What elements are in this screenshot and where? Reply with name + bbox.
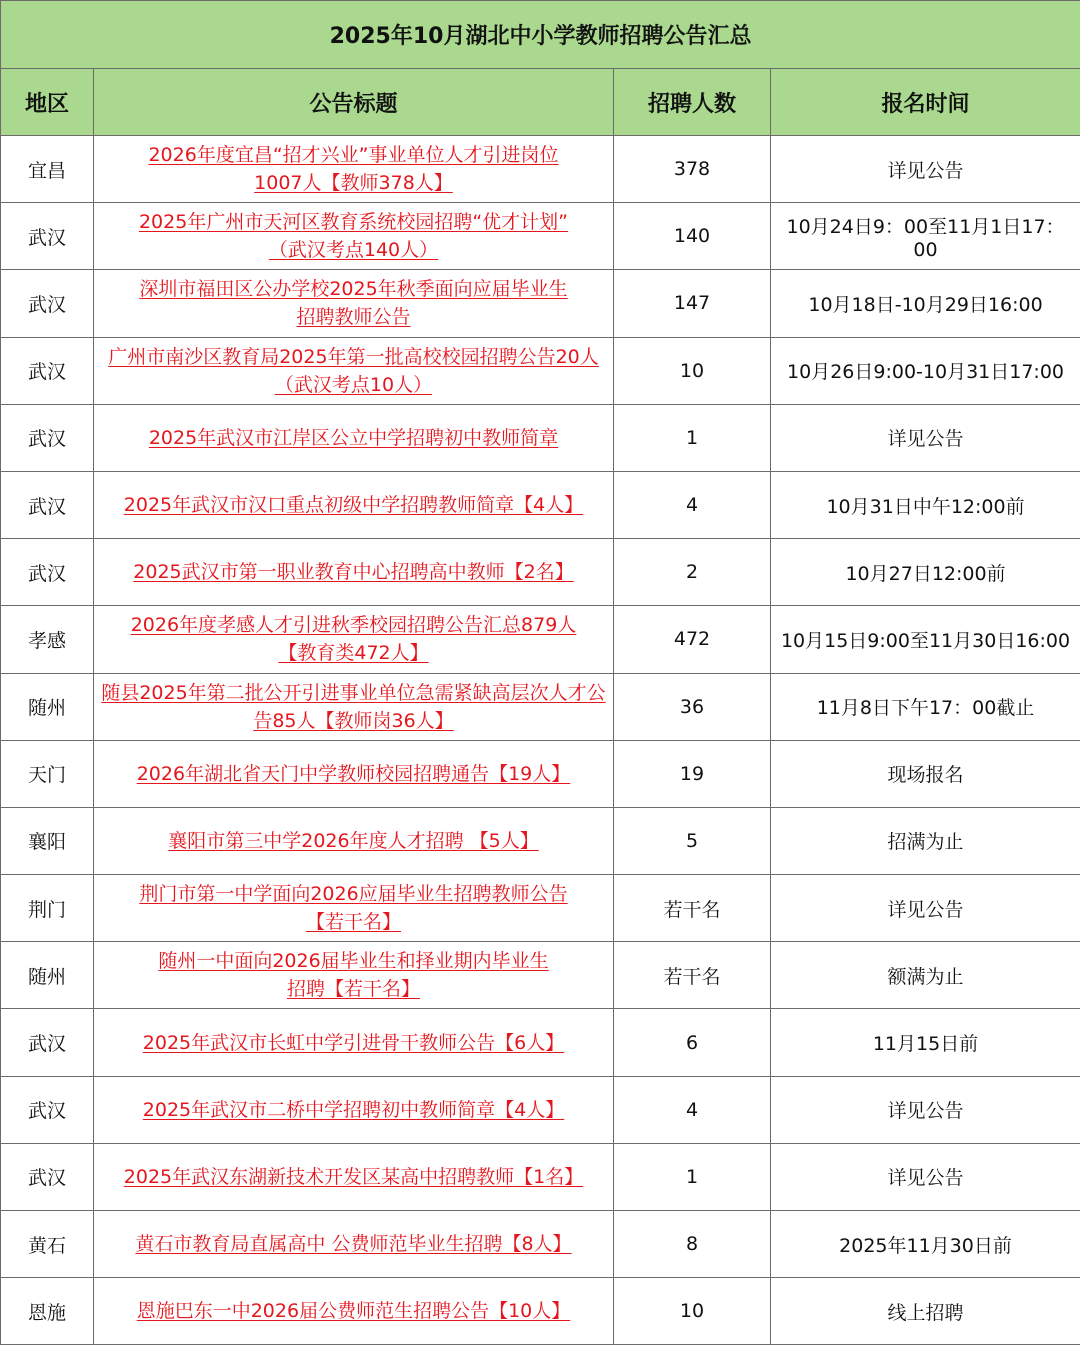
region-cell: 天门 bbox=[1, 740, 94, 807]
announcement-title-line1: 2026年湖北省天门中学教师校园招聘通告【19人】 bbox=[136, 762, 571, 785]
announcement-title-cell bbox=[94, 1278, 614, 1345]
region-cell: 武汉 bbox=[1, 539, 94, 606]
announcement-link[interactable] bbox=[137, 760, 571, 788]
time-cell: 10月15日9:00至11月30日16:00 bbox=[771, 606, 1080, 673]
announcement-title-cell bbox=[94, 875, 614, 942]
announcement-link[interactable] bbox=[133, 558, 573, 586]
time-cell: 10月18日-10月29日16:00 bbox=[771, 270, 1080, 337]
header-region: 地区 bbox=[1, 69, 94, 136]
table-row bbox=[1, 203, 1080, 270]
header-count: 招聘人数 bbox=[614, 69, 771, 136]
count-cell: 8 bbox=[614, 1211, 771, 1278]
time-cell: 招满为止 bbox=[771, 807, 1080, 874]
region-cell: 武汉 bbox=[1, 471, 94, 538]
announcement-link[interactable] bbox=[143, 1029, 564, 1057]
table-row bbox=[1, 337, 1080, 404]
table-row bbox=[1, 1009, 1080, 1076]
announcement-title-line1: 2026年度宜昌“招才兴业”事业单位人才引进岗位 bbox=[148, 144, 559, 167]
table-row bbox=[1, 807, 1080, 874]
announcement-link[interactable] bbox=[139, 208, 568, 264]
table-row bbox=[1, 673, 1080, 740]
region-cell: 武汉 bbox=[1, 337, 94, 404]
announcement-title-line1: 2025年广州市天河区教育系统校园招聘“优才计划” bbox=[138, 211, 569, 234]
table-row bbox=[1, 740, 1080, 807]
announcement-title-line1: 荆门市第一中学面向2026应届毕业生招聘教师公告 bbox=[139, 883, 568, 906]
announcement-title-line2: （武汉考点140人） bbox=[268, 239, 439, 262]
table-row bbox=[1, 136, 1080, 203]
count-cell: 378 bbox=[614, 136, 771, 203]
announcement-link[interactable] bbox=[108, 343, 599, 399]
announcement-title-line1: 2025年武汉东湖新技术开发区某高中招聘教师【1名】 bbox=[123, 1165, 584, 1188]
announcement-link[interactable] bbox=[139, 275, 567, 331]
count-cell: 1 bbox=[614, 404, 771, 471]
time-cell: 现场报名 bbox=[771, 740, 1080, 807]
count-cell: 2 bbox=[614, 539, 771, 606]
time-cell: 10月24日9：00至11月1日17：00 bbox=[771, 203, 1080, 270]
announcement-title-line2: 招聘教师公告 bbox=[296, 306, 411, 329]
time-cell: 详见公告 bbox=[771, 875, 1080, 942]
table-title: 2025年10月湖北中小学教师招聘公告汇总 bbox=[1, 1, 1080, 69]
announcement-link[interactable] bbox=[139, 880, 567, 936]
announcement-title-cell bbox=[94, 337, 614, 404]
announcement-link[interactable] bbox=[143, 1096, 564, 1124]
table-row bbox=[1, 606, 1080, 673]
announcement-link[interactable] bbox=[149, 424, 558, 452]
announcement-title-cell bbox=[94, 1009, 614, 1076]
announcement-title-line1: 2025年武汉市二桥中学招聘初中教师简章【4人】 bbox=[142, 1098, 565, 1121]
region-cell: 武汉 bbox=[1, 404, 94, 471]
announcement-title-line1: 深圳市福田区公办学校2025年秋季面向应届毕业生 bbox=[139, 278, 568, 301]
announcement-title-cell bbox=[94, 471, 614, 538]
region-cell: 孝感 bbox=[1, 606, 94, 673]
announcement-title-cell bbox=[94, 673, 614, 740]
time-cell: 详见公告 bbox=[771, 1143, 1080, 1210]
announcement-title-cell bbox=[94, 807, 614, 874]
count-cell: 10 bbox=[614, 337, 771, 404]
region-cell: 武汉 bbox=[1, 270, 94, 337]
region-cell: 武汉 bbox=[1, 1009, 94, 1076]
announcement-link[interactable] bbox=[168, 827, 538, 855]
count-cell: 5 bbox=[614, 807, 771, 874]
time-cell: 11月8日下午17：00截止 bbox=[771, 673, 1080, 740]
region-cell: 宜昌 bbox=[1, 136, 94, 203]
table-row bbox=[1, 1143, 1080, 1210]
announcement-title-cell bbox=[94, 1143, 614, 1210]
time-cell: 11月15日前 bbox=[771, 1009, 1080, 1076]
table-row bbox=[1, 404, 1080, 471]
announcement-title-line1: 黄石市教育局直属高中 公费师范毕业生招聘【8人】 bbox=[135, 1233, 572, 1256]
announcement-link[interactable] bbox=[158, 947, 548, 1003]
header-time: 报名时间 bbox=[771, 69, 1080, 136]
count-cell: 147 bbox=[614, 270, 771, 337]
count-cell: 19 bbox=[614, 740, 771, 807]
announcement-title-line1: 2026年度孝感人才引进秋季校园招聘公告汇总879人 bbox=[130, 614, 577, 637]
count-cell: 140 bbox=[614, 203, 771, 270]
time-cell: 详见公告 bbox=[771, 404, 1080, 471]
announcement-title-cell bbox=[94, 203, 614, 270]
announcement-link[interactable] bbox=[131, 611, 577, 667]
announcement-title-cell bbox=[94, 136, 614, 203]
announcement-link[interactable] bbox=[101, 679, 605, 735]
announcement-title-line1: 随县2025年第二批公开引进事业单位急需紧缺高层次人才公 bbox=[101, 681, 606, 704]
announcement-title-line2: 告85人【教师岗36人】 bbox=[253, 709, 454, 732]
count-cell: 若干名 bbox=[614, 942, 771, 1009]
announcement-title-cell bbox=[94, 404, 614, 471]
announcement-title-line1: 恩施巴东一中2026届公费师范生招聘公告【10人】 bbox=[136, 1300, 571, 1323]
count-cell: 6 bbox=[614, 1009, 771, 1076]
region-cell: 武汉 bbox=[1, 203, 94, 270]
announcement-title-cell bbox=[94, 1076, 614, 1143]
table-row bbox=[1, 1211, 1080, 1278]
table-row bbox=[1, 270, 1080, 337]
announcement-title-line1: 襄阳市第三中学2026年度人才招聘 【5人】 bbox=[168, 829, 539, 852]
time-cell: 10月26日9:00-10月31日17:00 bbox=[771, 337, 1080, 404]
announcement-title-line2: 1007人【教师378人】 bbox=[254, 172, 453, 195]
announcement-link[interactable] bbox=[124, 1163, 583, 1191]
announcement-title-line1: 2025武汉市第一职业教育中心招聘高中教师【2名】 bbox=[133, 561, 574, 584]
time-cell: 详见公告 bbox=[771, 136, 1080, 203]
announcement-link[interactable] bbox=[148, 141, 558, 197]
time-cell: 额满为止 bbox=[771, 942, 1080, 1009]
announcement-title-line1: 广州市南沙区教育局2025年第一批高校校园招聘公告20人 bbox=[108, 345, 599, 368]
time-cell: 详见公告 bbox=[771, 1076, 1080, 1143]
announcement-title-cell bbox=[94, 740, 614, 807]
count-cell: 10 bbox=[614, 1278, 771, 1345]
announcement-link[interactable] bbox=[124, 491, 583, 519]
announcement-title-cell bbox=[94, 942, 614, 1009]
table-header-row bbox=[1, 69, 1080, 136]
region-cell: 恩施 bbox=[1, 1278, 94, 1345]
header-title: 公告标题 bbox=[94, 69, 614, 136]
time-cell: 线上招聘 bbox=[771, 1278, 1080, 1345]
region-cell: 黄石 bbox=[1, 1211, 94, 1278]
region-cell: 荆门 bbox=[1, 875, 94, 942]
announcement-title-line2: （武汉考点10人） bbox=[274, 373, 433, 396]
announcement-title-line2: 【教育类472人】 bbox=[278, 642, 429, 665]
announcement-link[interactable] bbox=[135, 1230, 571, 1258]
announcement-title-cell bbox=[94, 1211, 614, 1278]
announcement-title-line2: 招聘【若干名】 bbox=[286, 978, 420, 1001]
announcement-title-line1: 2025年武汉市长虹中学引进骨干教师公告【6人】 bbox=[142, 1031, 565, 1054]
count-cell: 4 bbox=[614, 1076, 771, 1143]
table-title-row bbox=[1, 1, 1080, 69]
count-cell: 36 bbox=[614, 673, 771, 740]
announcement-title-line2: 【若干名】 bbox=[305, 911, 401, 934]
table-row bbox=[1, 471, 1080, 538]
table-row bbox=[1, 942, 1080, 1009]
announcement-title-line1: 2025年武汉市江岸区公立中学招聘初中教师简章 bbox=[148, 426, 559, 449]
time-cell: 10月31日中午12:00前 bbox=[771, 471, 1080, 538]
table-row bbox=[1, 875, 1080, 942]
count-cell: 4 bbox=[614, 471, 771, 538]
count-cell: 若干名 bbox=[614, 875, 771, 942]
region-cell: 武汉 bbox=[1, 1076, 94, 1143]
time-cell: 10月27日12:00前 bbox=[771, 539, 1080, 606]
table-row bbox=[1, 1076, 1080, 1143]
announcement-title-line1: 2025年武汉市汉口重点初级中学招聘教师简章【4人】 bbox=[123, 494, 584, 517]
table-row bbox=[1, 539, 1080, 606]
region-cell: 襄阳 bbox=[1, 807, 94, 874]
region-cell: 武汉 bbox=[1, 1143, 94, 1210]
count-cell: 1 bbox=[614, 1143, 771, 1210]
region-cell: 随州 bbox=[1, 673, 94, 740]
region-cell: 随州 bbox=[1, 942, 94, 1009]
announcement-title-cell bbox=[94, 606, 614, 673]
announcement-title-cell bbox=[94, 539, 614, 606]
announcement-link[interactable] bbox=[137, 1297, 571, 1325]
count-cell: 472 bbox=[614, 606, 771, 673]
time-cell: 2025年11月30日前 bbox=[771, 1211, 1080, 1278]
announcement-title-line1: 随州一中面向2026届毕业生和择业期内毕业生 bbox=[158, 950, 549, 973]
announcement-title-cell bbox=[94, 270, 614, 337]
table-row bbox=[1, 1278, 1080, 1345]
